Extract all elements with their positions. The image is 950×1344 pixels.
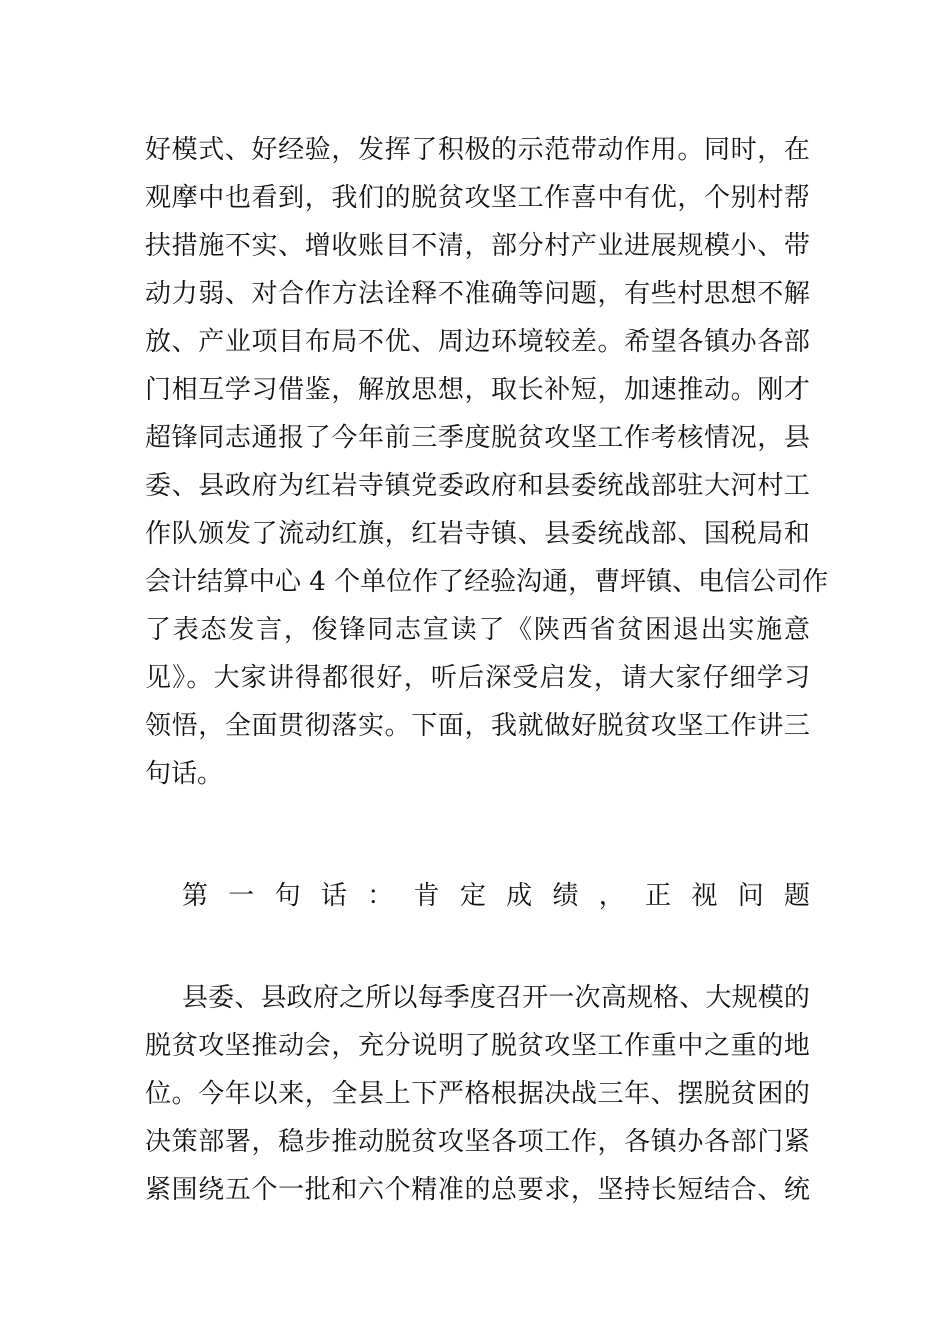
paragraph-1-line: 好模式、好经验，发挥了积极的示范带动作用。同时，在 bbox=[145, 135, 811, 165]
paragraph-1-line: 动力弱、对合作方法诠释不准确等问题，有些村思想不解 bbox=[145, 279, 811, 309]
paragraph-1-line: 了表态发言，俊锋同志宣读了《陕西省贫困退出实施意 bbox=[145, 615, 812, 645]
paragraph-2-line: 决策部署，稳步推动脱贫攻坚各项工作，各镇办各部门紧 bbox=[145, 1127, 811, 1157]
paragraph-1-line: 放、产业项目布局不优、周边环境较差。希望各镇办各部 bbox=[145, 327, 811, 357]
paragraph-2-line: 脱贫攻坚推动会，充分说明了脱贫攻坚工作重中之重的地 bbox=[145, 1031, 811, 1061]
paragraph-1-line: 作队颁发了流动红旗，红岩寺镇、县委统战部、国税局和 bbox=[145, 519, 811, 549]
paragraph-1-line: 超锋同志通报了今年前三季度脱贫攻坚工作考核情况，县 bbox=[145, 423, 811, 453]
section-heading: 第一句话：肯定成绩，正视问题 bbox=[182, 881, 831, 911]
paragraph-2-line: 紧围绕五个一批和六个精准的总要求，坚持长短结合、统 bbox=[145, 1175, 811, 1205]
paragraph-1-line: 会计结算中心 4 个单位作了经验沟通，曹坪镇、电信公司作 bbox=[145, 567, 829, 597]
paragraph-2-line: 县委、县政府之所以每季度召开一次高规格、大规模的 bbox=[182, 983, 811, 1013]
paragraph-1-line: 扶措施不实、增收账目不清，部分村产业进展规模小、带 bbox=[145, 231, 811, 261]
paragraph-2-line: 位。今年以来，全县上下严格根据决战三年、摆脱贫困的 bbox=[145, 1079, 811, 1109]
paragraph-1-line: 句话。 bbox=[145, 759, 224, 789]
paragraph-1-line: 观摩中也看到，我们的脱贫攻坚工作喜中有优，个别村帮 bbox=[145, 183, 811, 213]
paragraph-1-line: 见》。大家讲得都很好，听后深受启发，请大家仔细学习 bbox=[145, 663, 812, 693]
paragraph-1-line: 领悟，全面贯彻落实。下面，我就做好脱贫攻坚工作讲三 bbox=[145, 711, 811, 741]
paragraph-1-line: 委、县政府为红岩寺镇党委政府和县委统战部驻大河村工 bbox=[145, 471, 811, 501]
paragraph-1-line: 门相互学习借鉴，解放思想，取长补短，加速推动。刚才 bbox=[145, 375, 811, 405]
